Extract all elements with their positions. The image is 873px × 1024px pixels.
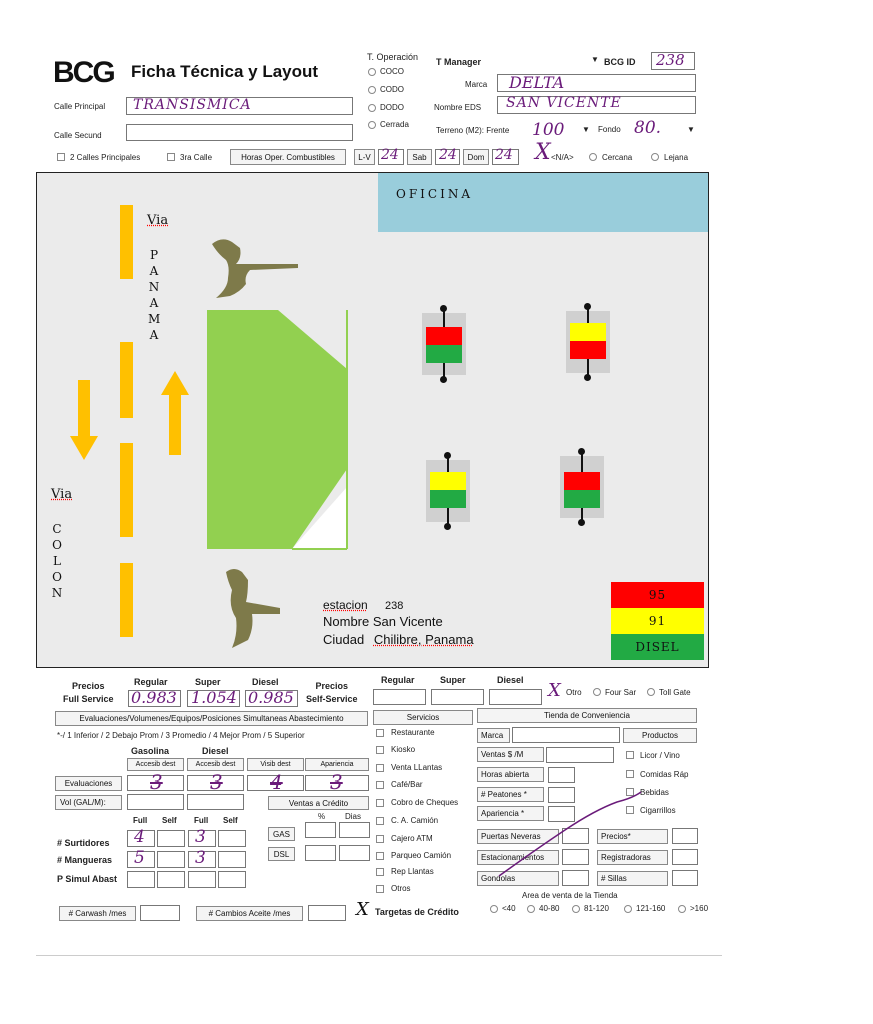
precios-full-label: Precios Full Service [63,681,114,704]
ventas-label: Ventas $ /M [477,747,544,762]
calles-principales-label: 2 Calles Principales [70,153,141,162]
servicio-label: Otros [391,884,411,893]
lejana-radio[interactable] [651,153,659,161]
otro-check-mark: X [548,680,561,701]
legend-item-95: 95 [611,582,704,608]
mangueras-self-dsl-field[interactable] [218,851,246,868]
via-panama-label: Via [147,213,169,228]
self-super-price-field[interactable] [431,689,484,705]
diesel-price-value: 0.985 [248,688,294,707]
eval-value: 3 [150,770,163,794]
simul-full-dsl-field[interactable] [188,871,216,888]
gas-label: GAS [268,827,295,841]
mangueras-full-gas-value: 5 [134,848,145,868]
col-visib: Visib dest [247,758,304,771]
area-option: 40-80 [539,904,560,913]
operacion-option-coco: COCO [380,67,404,76]
calle-secund-label: Calle Secund [54,131,102,140]
productos-button[interactable]: Productos [623,728,697,743]
legend-item-91: 91 [611,608,704,634]
servicio-label: Restaurante [391,728,435,737]
t-manager-label: T Manager [436,57,482,67]
tienda-marca-label: Marca [477,728,510,743]
area-option: 81-120 [584,904,609,913]
horas-abierta-field[interactable] [548,767,575,783]
tarjetas-check-mark: X [356,899,369,920]
diesel-eval-header: Diesel [202,746,229,756]
ciudad-label: Ciudad [323,632,365,647]
full-header-gas: Full [133,816,148,825]
arrow-up-icon [161,371,189,455]
diesel-header: Diesel [252,677,279,687]
mangueras-full-dsl-value: 3 [195,848,206,868]
regular-price-value: 0.983 [131,688,177,707]
servicio-checkbox-parqueo[interactable] [376,852,384,860]
sab-label: Sab [407,149,432,165]
producto-label: Comidas Ráp [640,770,689,779]
ventas-credito-button[interactable]: Ventas a Crédito [268,796,369,810]
marca-value: DELTA [509,73,565,92]
bcg-id-value: 238 [656,51,685,69]
bird-icon [206,236,302,300]
frente-value: 100 [532,120,565,140]
lane-marker [120,205,133,279]
carwash-label: # Carwash /mes [59,906,136,921]
servicio-checkbox-cheques[interactable] [376,799,384,807]
lane-marker [120,342,133,418]
area-radio[interactable] [490,905,498,913]
dias-label: Dias [345,812,362,821]
puertas-label: Puertas Neveras [477,829,559,844]
fuel-pump [422,313,466,375]
ciudad-line [323,632,474,647]
estacionamientos-label: Estacionamientos [477,850,559,865]
servicio-checkbox-otros[interactable] [376,885,384,893]
sillas-label: # Sillas [597,871,668,886]
credit-dias-field[interactable] [339,822,370,838]
gasolina-header: Gasolina [131,746,170,756]
calle-principal-value: TRANSISMICA [133,97,252,113]
registradoras-label: Registradoras [597,850,668,865]
lv-value: 24 [381,147,399,163]
legend-item-disel: DISEL [611,634,704,660]
t-manager-dropdown-arrow[interactable]: ▼ [591,55,599,64]
servicios-button[interactable]: Servicios [373,710,473,725]
fondo-label: Fondo [598,125,621,134]
tercera-calle-checkbox[interactable] [167,153,175,161]
otro-label: Otro [566,688,582,697]
office-block [378,173,708,232]
estacion-value: 238 [385,600,404,612]
carwash-field[interactable] [140,905,180,921]
nombre-line: Nombre San Vicente [323,614,443,629]
servicio-checkbox-cafe[interactable] [376,781,384,789]
calle-principal-label: Calle Principal [54,102,106,111]
radio-coco[interactable] [368,68,376,76]
eval-value: 3 [330,770,343,794]
dom-label: Dom [463,149,489,165]
super-price-value: 1.054 [191,688,237,707]
bcg-logo: BCG [53,56,114,89]
estacion-label: estacion [323,598,368,612]
mangueras-self-gas-field[interactable] [157,851,185,868]
sab-value: 24 [439,147,457,163]
vol-label: Vol (GAL/M): [55,795,122,810]
servicio-label: Parqueo Camión [391,851,452,860]
toll-gate-radio[interactable] [647,688,655,696]
servicio-checkbox-camion[interactable] [376,817,384,825]
tienda-button[interactable]: Tienda de Conveniencia [477,708,697,723]
page-bottom-rule [36,955,722,956]
servicio-label: Cobro de Cheques [391,798,459,807]
lv-label: L-V [354,149,375,165]
eval-value: 4 [270,770,283,794]
servicio-label: Café/Bar [391,780,423,789]
terreno-label: Terreno (M2): Frente [436,126,510,135]
lane-marker [120,443,133,537]
radio-codo[interactable] [368,86,376,94]
precios-tienda-label: Precios* [597,829,668,844]
producto-label: Bebidas [640,788,669,797]
vol-field[interactable] [187,794,244,810]
registradoras-field[interactable] [672,849,698,865]
rating-scale: *-/ 1 Inferior / 2 Debajo Prom / 3 Promedio / 4 Mejor Prom / 5 Superior [57,731,305,740]
operacion-option-cerrada: Cerrada [380,120,409,129]
evaluaciones-section-button[interactable]: Evaluaciones/Volumenes/Equipos/Posiciones Simultaneas Abastecimiento [55,711,368,726]
dom-value: 24 [495,147,513,163]
surtidores-self-dsl-field[interactable] [218,830,246,847]
fondo-dropdown-arrow[interactable]: ▼ [687,125,695,134]
calle-secund-field[interactable] [126,124,353,141]
surtidores-full-gas-value: 4 [134,827,145,847]
servicio-label: Cajero ATM [391,834,433,843]
col-accesib-dsl: Accesib dest [187,758,244,771]
producto-label: Licor / Vino [640,751,680,760]
producto-label: Cigarrillos [640,806,676,815]
eval-value: 3 [210,770,223,794]
frente-dropdown-arrow[interactable]: ▼ [582,125,590,134]
precios-tienda-field[interactable] [672,828,698,844]
lane-marker [120,563,133,637]
producto-checkbox-comidas[interactable] [626,770,634,778]
area-option: <40 [502,904,516,913]
cercana-radio[interactable] [589,153,597,161]
col-accesib-gas: Accesib dest [127,758,184,771]
na-label: <N/A> [551,153,574,162]
self-header-gas: Self [162,816,177,825]
full-header-dsl: Full [194,816,209,825]
area-radio[interactable] [572,905,580,913]
arrow-down-icon [70,380,98,460]
col-apariencia: Apariencia [305,758,369,771]
servicio-checkbox-rep-llantas[interactable] [376,868,384,876]
area-radio[interactable] [624,905,632,913]
radio-cerrada[interactable] [368,121,376,129]
self-regular-header: Regular [381,675,415,685]
cercana-label: Cercana [602,153,633,162]
servicio-checkbox-atm[interactable] [376,835,384,843]
tienda-marca-field[interactable] [512,727,620,743]
vol-field[interactable] [127,794,184,810]
four-star-label: Four Sar [605,688,637,697]
horas-oper-button[interactable]: Horas Oper. Combustibles [230,149,346,165]
peatones-label: # Peatones * [477,787,544,802]
percent-label: % [318,812,326,821]
tercera-calle-label: 3ra Calle [180,153,213,162]
na-check-mark: X [535,140,551,165]
simul-self-dsl-field[interactable] [218,871,246,888]
page-title: Ficha Técnica y Layout [131,62,319,81]
area-option: 121-160 [636,904,666,913]
simul-full-gas-field[interactable] [127,871,155,888]
servicio-label: C. A. Camión [391,816,439,825]
servicio-label: Rep Llantas [391,867,434,876]
surtidores-self-gas-field[interactable] [157,830,185,847]
marca-label: Marca [465,80,488,89]
servicio-checkbox-kiosko[interactable] [376,746,384,754]
panama-vertical-label: P A N A M A [148,248,161,342]
credit-percent-field[interactable] [305,822,336,838]
sillas-field[interactable] [672,870,698,886]
servicio-label: Kiosko [391,745,416,754]
area-label: Area de venta de la Tienda [522,891,618,900]
radio-dodo[interactable] [368,104,376,112]
surtidores-full-dsl-value: 3 [195,827,206,847]
area-option: >160 [690,904,709,913]
credit-percent-field[interactable] [305,845,336,861]
self-header-dsl: Self [223,816,238,825]
gondolas-label: Gondolas [477,871,559,886]
surtidores-label: # Surtidores [57,838,110,848]
nombre-eds-value: SAN VICENTE [506,95,622,111]
self-diesel-header: Diesel [497,675,524,685]
evaluaciones-label: Evaluaciones [55,776,122,791]
regular-header: Regular [134,677,168,687]
fuel-legend [611,582,704,660]
ciudad-value: Chilibre, Panama [373,632,474,647]
apariencia-label: Apariencia * [477,806,544,821]
estacion-line [323,598,403,612]
self-regular-price-field[interactable] [373,689,426,705]
operacion-option-dodo: DODO [380,103,404,112]
mangueras-label: # Mangueras [57,855,113,865]
tarjetas-label: Targetas de Crédito [375,907,459,917]
producto-checkbox-licor[interactable] [626,751,634,759]
calles-principales-checkbox[interactable] [57,153,65,161]
office-label: OFICINA [396,187,473,201]
four-star-radio[interactable] [593,688,601,696]
self-diesel-price-field[interactable] [489,689,542,705]
servicio-checkbox-restaurante[interactable] [376,729,384,737]
self-super-header: Super [440,675,466,685]
t-operacion-label: T. Operación [367,52,419,62]
operacion-option-codo: CODO [380,85,404,94]
nombre-eds-label: Nombre EDS [434,103,482,112]
area-radio[interactable] [527,905,535,913]
pen-stroke [495,790,645,880]
simul-self-gas-field[interactable] [157,871,185,888]
colon-vertical-label: C O L O N [51,522,63,600]
cambios-field[interactable] [308,905,346,921]
servicio-checkbox-llantas[interactable] [376,764,384,772]
lejana-label: Lejana [664,153,689,162]
toll-gate-label: Toll Gate [659,688,691,697]
super-header: Super [195,677,221,687]
credit-dias-field[interactable] [339,845,370,861]
fondo-value: 80. [634,118,662,138]
precios-self-label: Precios Self-Service [306,681,358,704]
ventas-field[interactable] [546,747,614,763]
fuel-pump [560,456,604,518]
dsl-label: DSL [268,847,295,861]
bird-icon [218,566,284,650]
fuel-pump [566,311,610,373]
area-radio[interactable] [678,905,686,913]
servicio-label: Venta LLantas [391,763,443,772]
bcg-id-label: BCG ID [604,57,636,67]
fuel-pump [426,460,470,522]
cambios-label: # Cambios Aceite /mes [196,906,303,921]
station-layout-panel [36,172,709,668]
via-colon-label: Via [51,487,73,502]
simul-label: P Simul Abast [57,874,118,884]
building-shape [206,309,350,551]
horas-abierta-label: Horas abierta [477,767,544,782]
